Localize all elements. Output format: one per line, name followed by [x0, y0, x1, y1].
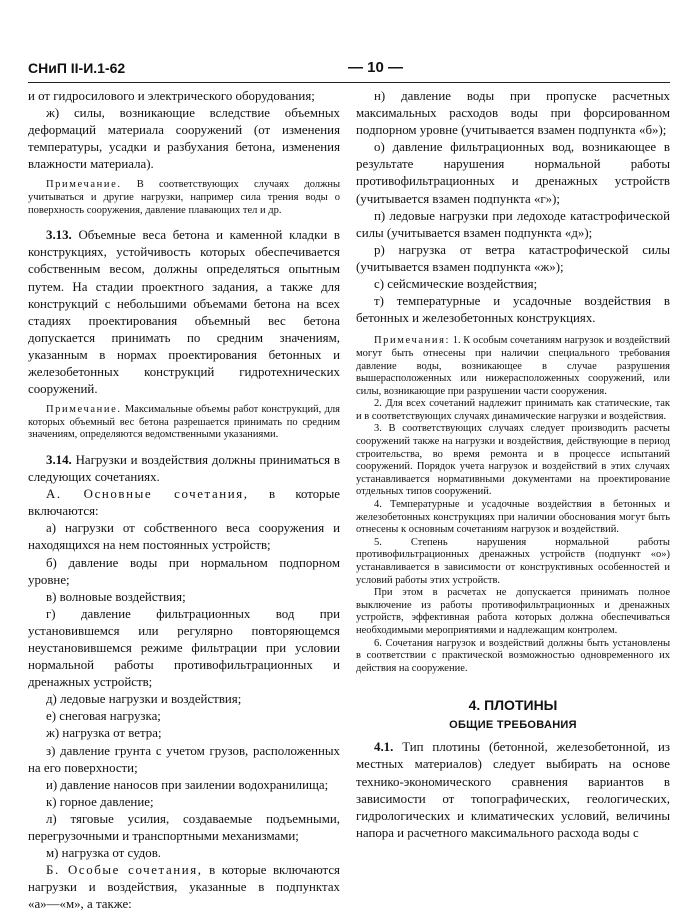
list-item: а) нагрузки от собственного веса сооружения и находящихся на нем постоянных устройств;	[28, 521, 340, 553]
note-item: 2. Для всех сочетаний надлежит принимать как статические, так и в соответствующих случаях динамические нагрузки и воздействия.	[356, 398, 670, 422]
note-item: 5. Степень нарушения нормальной работы противофильтрационных дренажных устройств (подпункт «о») устанавливается в зависимости от конструктивных особенностей и условий работы этих устройств.	[356, 536, 670, 586]
notes-label: Примечания:	[374, 335, 451, 347]
list-item: и) давление наносов при заилении водохранилища;	[46, 777, 329, 792]
clause-number: 4.1.	[374, 740, 394, 755]
note-item: 4. Температурные и усадочные воздействия в бетонных и железобетонных конструкциях при наличии обоснования могут быть отнесены к основным сочетаниям нагрузок и воздействий.	[356, 499, 670, 536]
note-item: 3. В соответствующих случаях следует производить расчеты сооружений также на нагрузки и воздействия, действующие в период строительства, во время ремонта и в процессе испытаний сооружений. Порядок учета нагрузок и воздействий в этих случаях устанавливается нормативными документами на проектирование отдельных типов сооружений.	[356, 423, 670, 498]
page-header	[28, 60, 668, 80]
note-text: В соответствующих случаях должны учитываться и другие нагрузки, например сила трения воды о поверхность сооружения, давление плавающих тел и др.	[28, 179, 341, 216]
list-item: б) давление воды при нормальном подпорном уровне;	[28, 555, 340, 587]
header-rule	[28, 82, 670, 83]
list-item: л) тяговые усилия, создаваемые подъемными, перегрузочными и транспортными механизмами;	[28, 811, 340, 844]
paragraph-continuation: и от гидросилового и электрического оборудования;	[28, 89, 315, 103]
note-label: Примечание.	[46, 179, 122, 191]
item-zh-forces: ж) силы, возникающие вследствие объемных деформаций материала сооружений (от изменения температуры, усадки и разбухания бетона, изменения влажности материала).	[28, 106, 340, 172]
clause-number: 3.14.	[46, 452, 72, 467]
page-number: — 10 —	[348, 59, 404, 76]
list-item: з) давление грунта с учетом грузов, расположенных на его поверхности;	[28, 743, 340, 775]
list-item: ж) нагрузка от ветра;	[46, 726, 162, 741]
clause-3-14	[28, 452, 340, 486]
note-text: Максимальные объемы работ конструкций, для которых объемный вес бетона разрешается принимать по средним значениям, определяются ведомственными указаниями.	[28, 404, 340, 441]
list-item: с) сейсмические воздействия;	[374, 277, 538, 292]
list-item: м) нагрузка от судов.	[46, 846, 162, 861]
list-item: т) температурные и усадочные воздействия в бетонных и железобетонных конструкциях.	[356, 294, 670, 326]
clause-number: 3.13.	[46, 228, 72, 243]
clause-text: Тип плотины (бетонной, железобетонной, из местных материалов) следует выбирать на основе технико-экономического сравнения вариантов в зависимости от топографических, геологических, гидрологических и климатических условий, величины напора и расчетного максимального расхода воды с	[356, 740, 670, 840]
clause-3-13	[28, 227, 340, 398]
list-item: к) горное давление;	[46, 794, 154, 809]
combination-label: А. Основные сочетания,	[46, 487, 249, 502]
clause-4-1	[356, 739, 670, 842]
subsection-title: ОБЩИЕ ТРЕБОВАНИЯ	[449, 719, 577, 732]
list-item: о) давление фильтрационных вод, возникающее в результате нарушения нормальной работы противофильтрационных и дренажных устройств (учитывается взамен подпункта «г»);	[356, 140, 670, 206]
list-item: р) нагрузка от ветра катастрофической силы (учитывается взамен подпункта «ж»);	[356, 242, 670, 274]
note-item: При этом в расчетах не допускается принимать полное выключение из работы противофильтрационных и дренажных устройств, эффективная работа которых должна обеспечиваться необходимыми мероприятиями и надлежащим контролем.	[356, 587, 670, 636]
note-2	[28, 404, 340, 442]
combination-a-heading	[28, 486, 340, 520]
clause-text: Нагрузки и воздействия должны приниматься в следующих сочетаниях.	[28, 452, 340, 485]
list-item: в) волновые воздействия;	[46, 589, 186, 604]
combination-text: в которые включаются:	[28, 487, 340, 519]
list-item: п) ледовые нагрузки при ледоходе катастрофической силы (учитывается взамен подпункта «д»);	[356, 208, 670, 240]
list-item: г) давление фильтрационных вод при установившемся или регулярно повторяющемся неустановившемся режиме фильтрации при условии нормальной работы противофильтрационных и дренажных устройств;	[28, 606, 340, 690]
section-title: 4. ПЛОТИНЫ	[468, 697, 558, 714]
list-item: е) снеговая нагрузка;	[46, 709, 161, 724]
right-column	[356, 88, 670, 842]
note-label: Примечание.	[46, 404, 122, 416]
combination-text: в которые включаются нагрузки и воздействия, указанные в подпунктах «а»—«м», а также:	[28, 863, 340, 912]
note-text: 1. К особым сочетаниям нагрузок и воздействий могут быть отнесены при наличии специального требования давление воды, возникающее в случае разрушения вышерасположенных или нижерасположенных сооружений, или силы, возникающие при разрушении части сооружения.	[356, 335, 670, 397]
note-item: 6. Сочетания нагрузок и воздействий должны быть установлены в соответствии с практической возможностью одновременного их действия на сооружение.	[356, 637, 670, 674]
document-code: СНиП II-И.1-62	[28, 60, 126, 76]
left-column	[28, 88, 340, 914]
clause-text: Объемные веса бетона и каменной кладки в конструкциях, устойчивость которых обеспечивается собственным весом, должны определяться опытным путем. На стадии проектного задания, а также для конструкций с небольшими объемами бетона на всех стадиях проектирования объемный вес бетона допускается принимать по средним значениям, указанным в нормах проектирования бетонных и железобетонных конструкций гидротехнических сооружений.	[28, 228, 340, 397]
combination-b-heading	[28, 862, 340, 913]
notes-1	[356, 335, 670, 398]
combination-label: Б. Особые сочетания,	[46, 863, 203, 878]
list-item: н) давление воды при пропуске расчетных максимальных расходов воды при форсированном подпорном уровне (учитывается взамен подпункта «б»);	[356, 89, 670, 138]
note-1	[28, 179, 340, 217]
list-item: д) ледовые нагрузки и воздействия;	[46, 692, 242, 707]
